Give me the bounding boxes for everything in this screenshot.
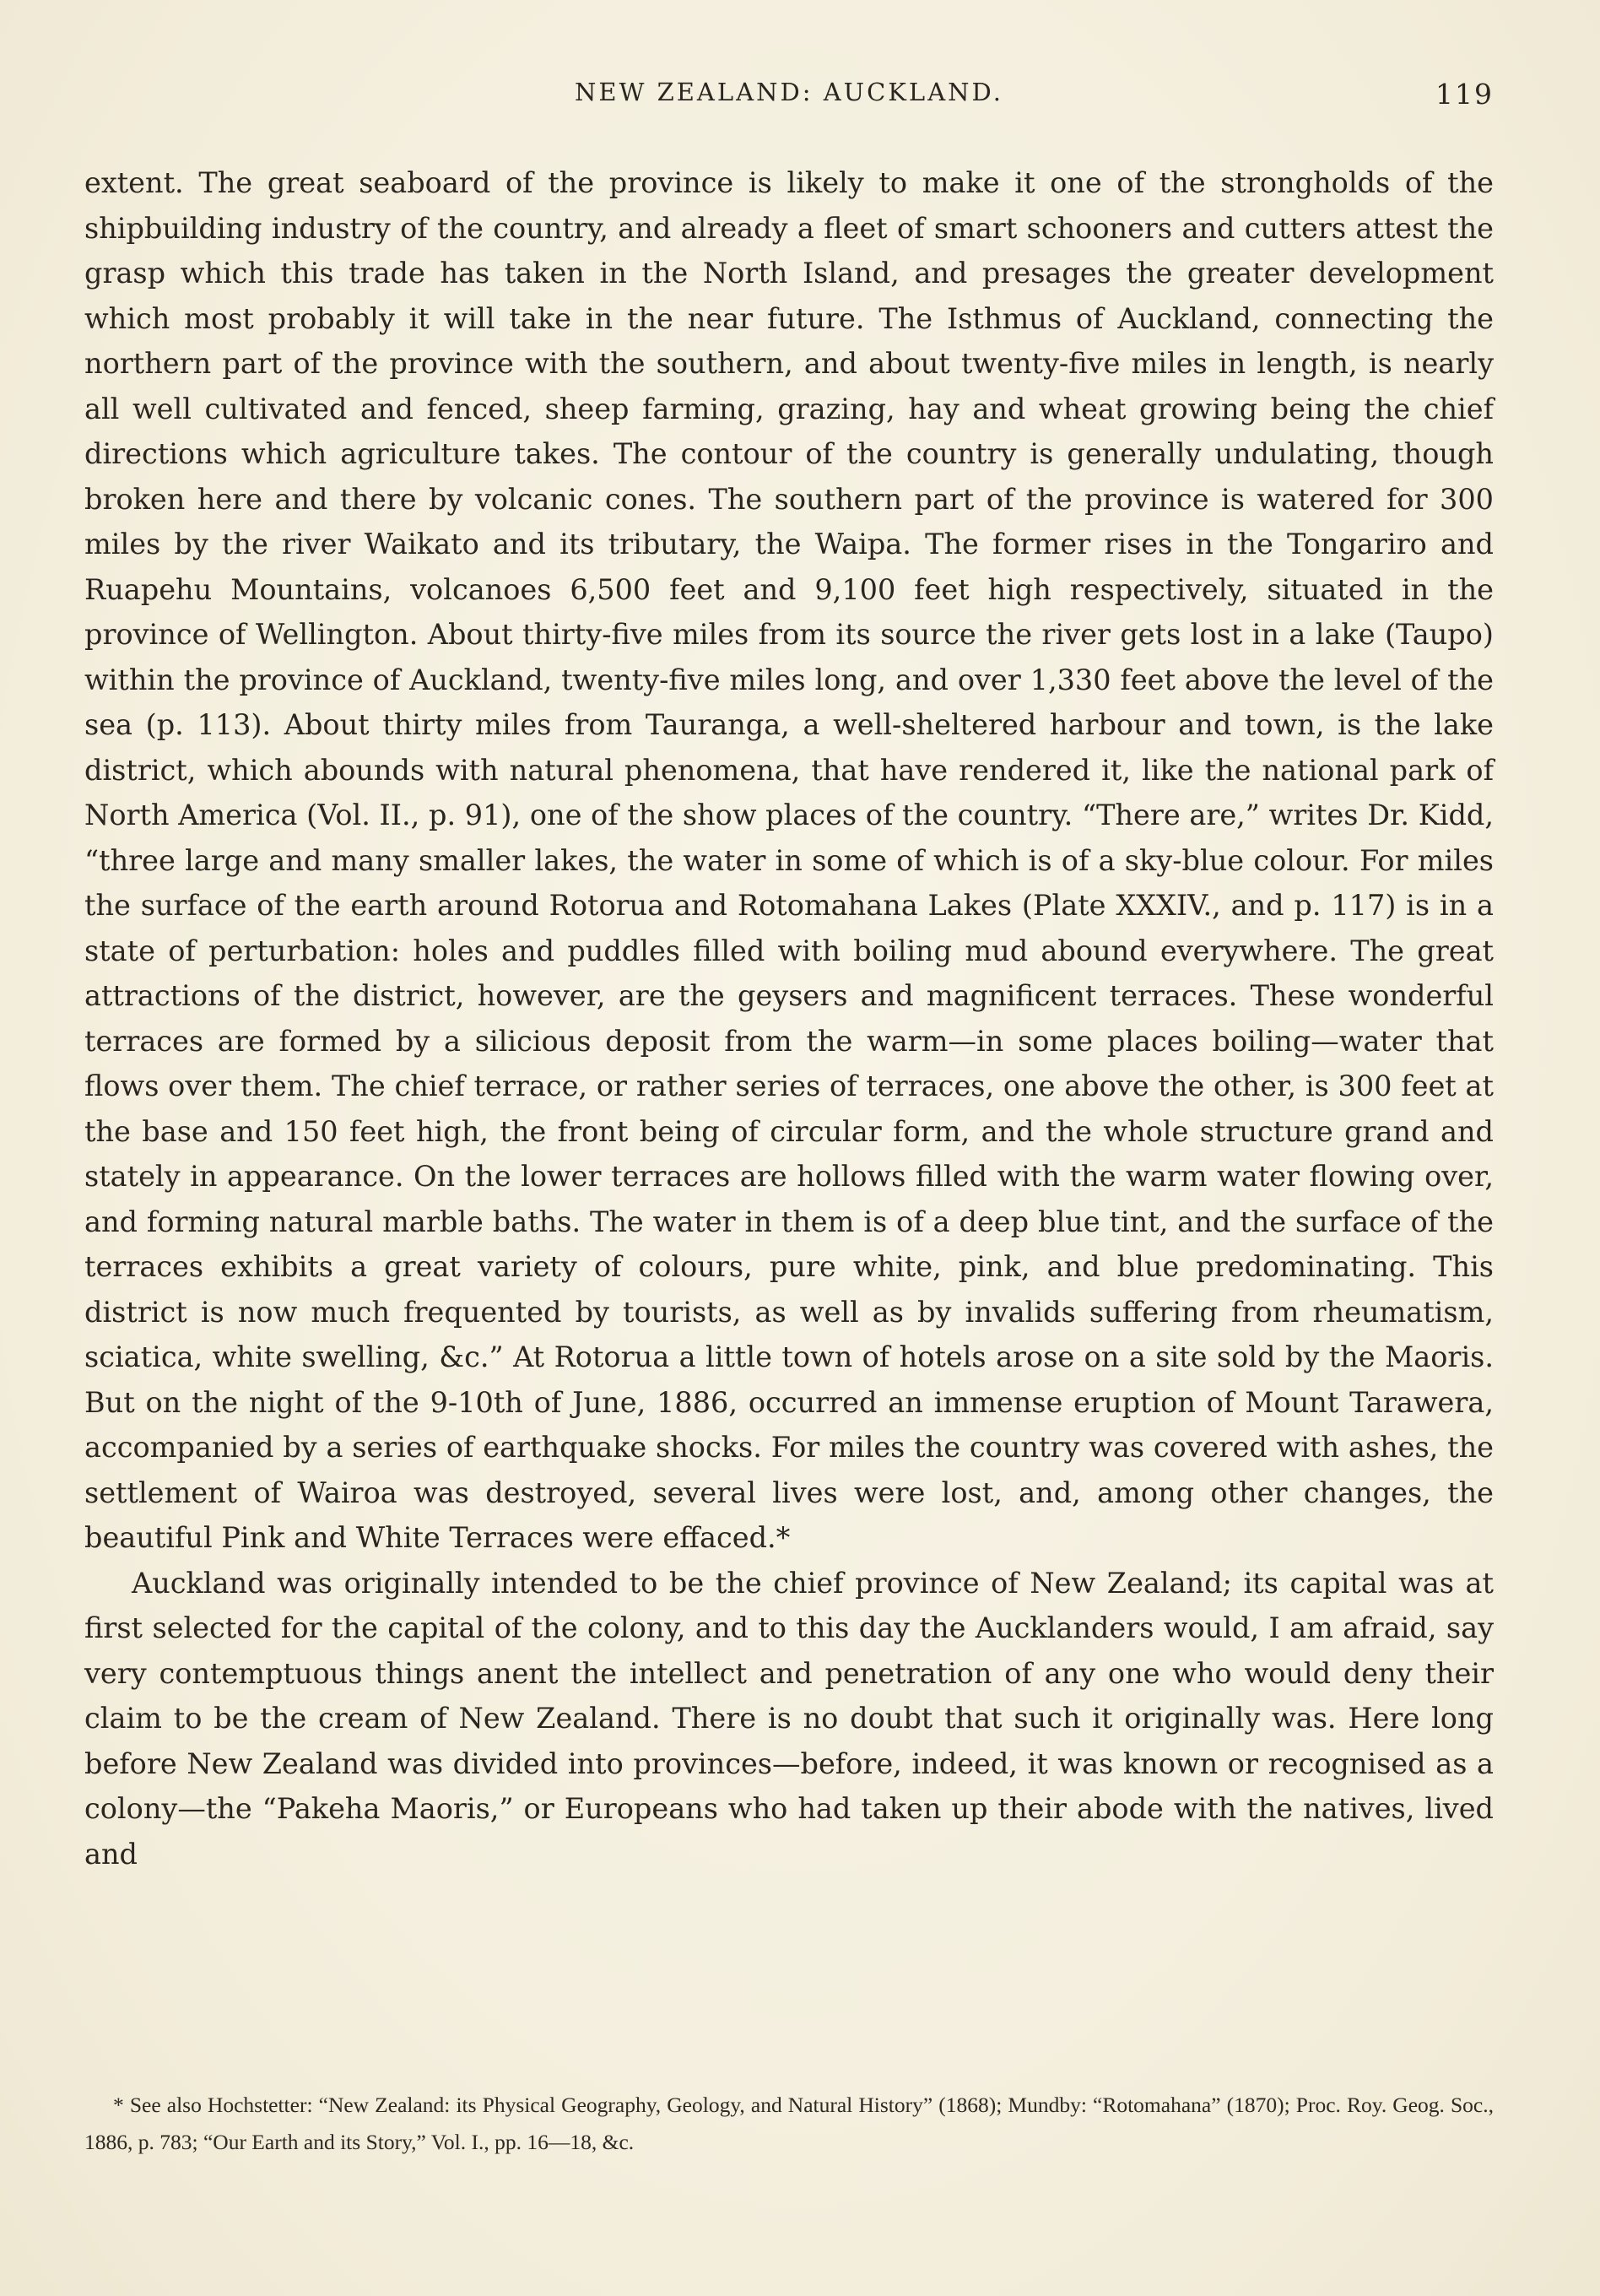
page-number: 119 [1435, 78, 1494, 111]
body-text [84, 160, 1494, 1876]
paragraph-1: extent. The great seaboard of the province is likely to make it one of the strongholds of the shipbuilding industry of the country, and already a fleet of smart schooners and cutters attest the grasp which this trade has taken in the North Island, and presages the greater development which most probably it will take in the near future. The Isthmus of Auckland, connecting the northern part of the province with the southern, and about twenty-five miles in length, is nearly all well cultivated and fenced, sheep farming, grazing, hay and wheat growing being the chief directions which agriculture takes. The contour of the country is generally undulating, though broken here and there by volcanic cones. The southern part of the province is watered for 300 miles by the river Waikato and its tributary, the Waipa. The former rises in the Tongariro and Ruapehu Mountains, volcanoes 6,500 feet and 9,100 feet high respectively, situated in the province of Wellington. About thirty-five miles from its source the river gets lost in a lake (Taupo) within the province of Auckland, twenty-five miles long, and over 1,330 feet above the level of the sea (p. 113). About thirty miles from Tauranga, a well-sheltered harbour and town, is the lake district, which abounds with natural phenomena, that have rendered it, like the national park of North America (Vol. II., p. 91), one of the show places of the country. “There are,” writes Dr. Kidd, “three large and many smaller lakes, the water in some of which is of a sky-blue colour. For miles the surface of the earth around Rotorua and Rotomahana Lakes (Plate XXXIV., and p. 117) is in a state of perturbation: holes and puddles filled with boiling mud abound everywhere. The great attractions of the district, however, are the geysers and magnificent terraces. These wonderful terraces are formed by a silicious deposit from the warm—in some places boiling—water that flows over them. The chief terrace, or rather series of terraces, one above the other, is 300 feet at the base and 150 feet high, the front being of circular form, and the whole structure grand and stately in appearance. On the lower terraces are hollows filled with the warm water flowing over, and forming natural marble baths. The water in them is of a deep blue tint, and the surface of the terraces exhibits a great variety of colours, pure white, pink, and blue predominating. This district is now much frequented by tourists, as well as by invalids suffering from rheumatism, sciatica, white swelling, &c.” At Rotorua a little town of hotels arose on a site sold by the Maoris. But on the night of the 9-10th of June, 1886, occurred an immense eruption of Mount Tarawera, accompanied by a series of earthquake shocks. For miles the country was covered with ashes, the settlement of Wairoa was destroyed, several lives were lost, and, among other changes, the beautiful Pink and White Terraces were effaced.* [84, 166, 1494, 1554]
footnote: * See also Hochstetter: “New Zealand: its Physical Geography, Geology, and Natural History” (1868); Mundby: “Rotomahana” (1870); Proc. Roy. Geog. Soc., 1886, p. 783; “Our Earth and its Story,” Vol. I., pp. 16—18, &c. [84, 2093, 1494, 2154]
page-header [84, 78, 1494, 120]
running-head: NEW ZEALAND: AUCKLAND. [575, 78, 1003, 106]
paragraph-2: Auckland was originally intended to be the chief province of New Zealand; its capital was at first selected for the capital of the colony, and to this day the Aucklanders would, I am afraid, say very contemptuous things anent the intellect and penetration of any one who would deny their claim to be the cream of New Zealand. There is no doubt that such it originally was. Here long before New Zealand was divided into provinces—before, indeed, it was known or recognised as a colony—the “Pakeha Maoris,” or Europeans who had taken up their abode with the natives, lived and [84, 1566, 1494, 1871]
